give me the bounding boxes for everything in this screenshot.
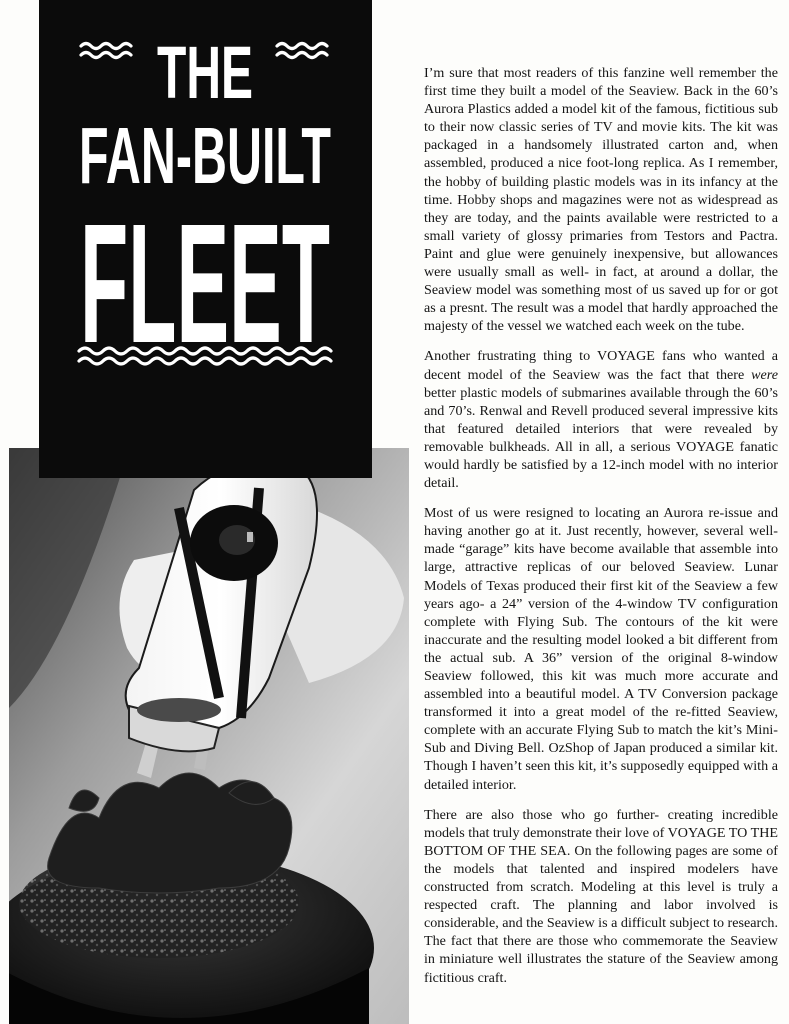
title-line-fan-built: FAN-BUILT: [79, 111, 332, 200]
seaview-model-photo: [9, 448, 409, 1024]
title-block: [39, 0, 372, 478]
wave-ornament-left-icon: [81, 44, 131, 58]
wave-ornament-right-icon: [277, 44, 327, 58]
article-body: [424, 64, 778, 999]
emphasis-were: were: [751, 366, 778, 383]
article-paragraph-1: I’m sure that most readers of this fanzine well remember the first time they built a model of the Seaview. Back in the 60’s Aurora Plastics added a model kit of the famous, fictitious sub to their now classic series of TV and movie kits. The kit was packaged in a handsomely illustrated carton and, when assembled, produced a nice foot-long replica. As I remember, the hobby of building plastic models was in its infancy at the time. Hobby shops and magazines were not as widespread as they are today, and the paints available were restricted to a small variety of glossy primaries from Testors and Pactra. Paint and glue were genuinely inexpensive, but allowances were usually small as well- in fact, at around a dollar, the Seaview model was something most of us saved up for or got as a presnt. The result was a model that hardly approached the majesty of the vessel we watched each week on the tube.: [424, 65, 778, 335]
article-paragraph-4: There are also those who go further- creating incredible models that truly demonstrate their love of VOYAGE TO THE BOTTOM OF THE SEA. On the following pages are some of the models that talented and inspired modelers have constructed from scratch. Modeling at this level is truly a respected craft. The planning and labor involved is considerable, and the Seaview is a difficult subject to research. The fact that there are those who commemorate the Seaview in miniature well illustrates the stature of the Seaview among fictitious craft.: [424, 806, 778, 986]
title-line-fleet: FLEET: [80, 189, 330, 379]
article-paragraph-3: Most of us were resigned to locating an Aurora re-issue and having another go at it. Just recently, however, several well-made “garage” kits have become available that assemble into large, attractive replicas of our beloved Seaview. Lunar Models of Texas produced their first kit of the Seaview a few years ago- a 24” version of the 4-window TV configuration complete with Flying Sub. The contours of the kit were inaccurate and the resulting model looked a bit different from the actual sub. A 36” version of the original 8-window Seaview followed, this kit was much more accurate and assembled into a beautiful model. A TV Conversion package transformed it into a great model of the re-fitted Seaview, complete with an accurate Flying Sub to match the kit’s Mini-Sub and Diving Bell. OzShop of Japan produced a similar kit. Though I haven’t seen this kit, it’s supposedly equipped with a detailed interior.: [424, 505, 778, 793]
title-graphic: [39, 0, 372, 478]
title-line-the: THE: [157, 31, 253, 114]
seaview-model-photo-icon: [9, 448, 409, 1024]
article-paragraph-2: Another frustrating thing to VOYAGE fans who wanted a decent model of the Seaview was the fact that there were better plastic models of submarines available through the 60’s and 70’s. Renwal and Revell produced several impressive kits that featured detailed interiors that were revealed by removable bulkheads. All in all, a serious VOYAGE fanatic would hardly be satisfied by a 12-inch model with no interior detail.: [424, 348, 778, 492]
